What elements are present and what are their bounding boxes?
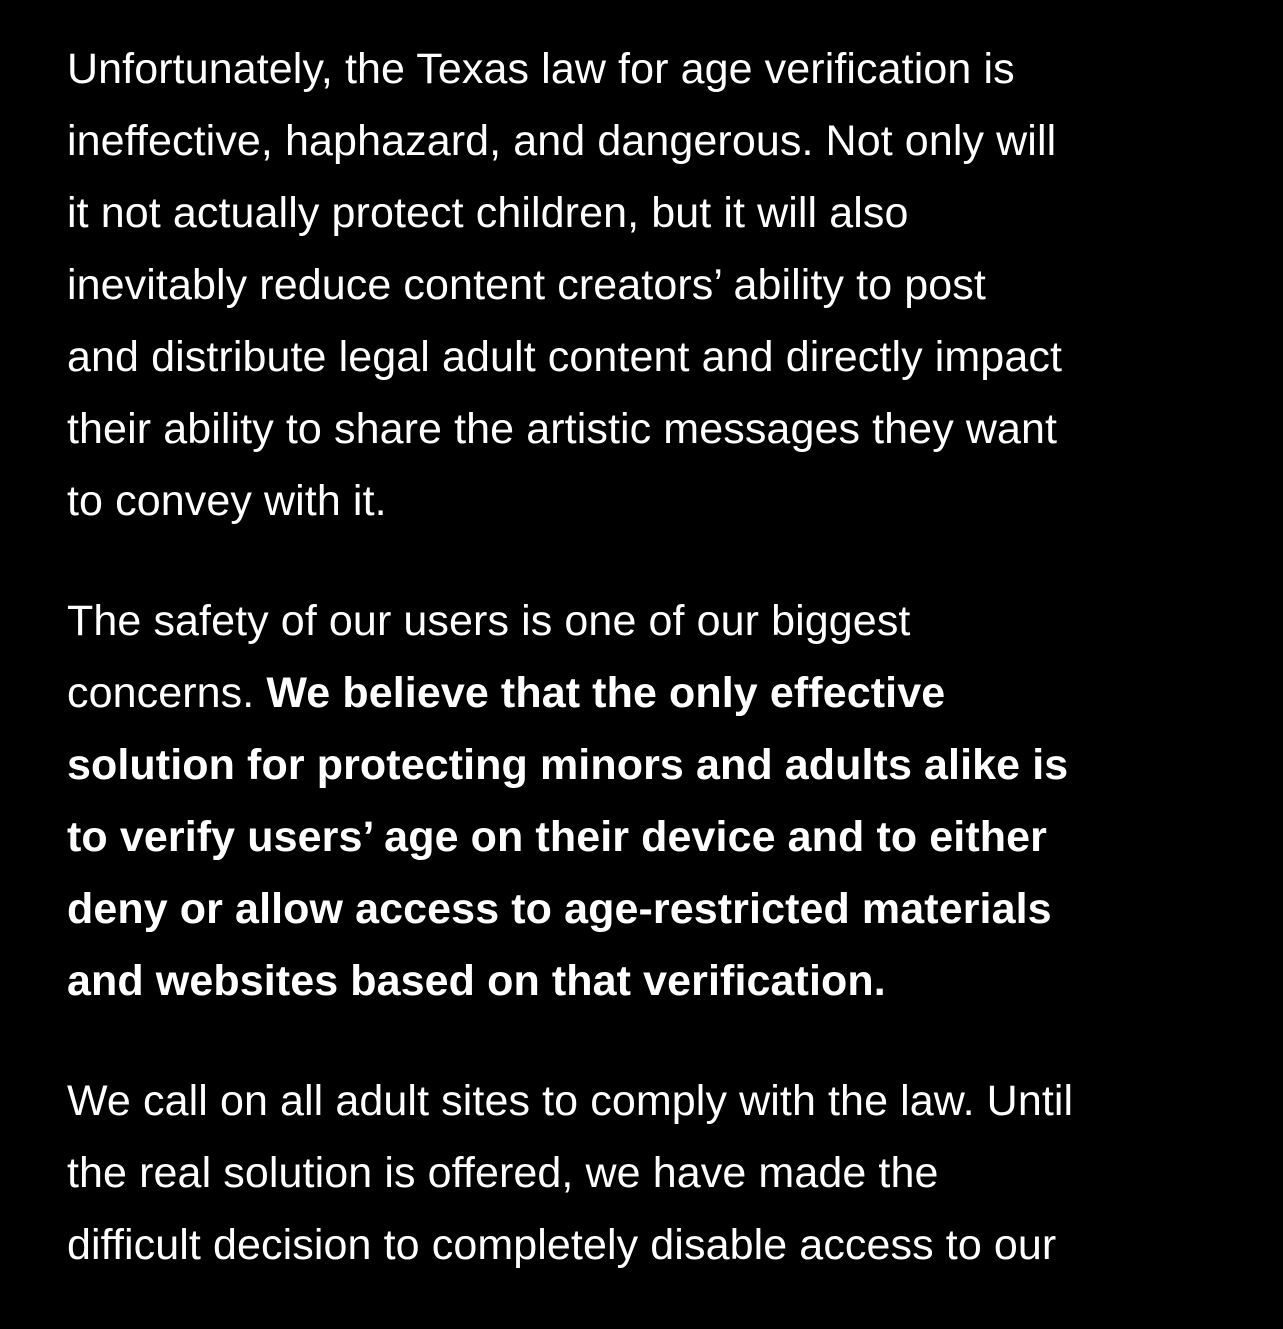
bold-text-line: [67, 801, 1257, 873]
text-run: The safety of our users is one of our biggest: [67, 597, 911, 645]
text-run: Unfortunately, the Texas law for age verification is: [67, 45, 1015, 93]
paragraph-1: [67, 33, 1257, 537]
text-run: the real solution is offered, we have made the: [67, 1149, 939, 1197]
bold-text-run: We believe that the only effective: [266, 669, 946, 717]
bold-text-line: [67, 729, 1257, 801]
statement-text: [67, 33, 1257, 1329]
text-line: [67, 1137, 1257, 1209]
bold-text-run: solution for protecting minors and adults alike is: [67, 741, 1069, 789]
text-line: [67, 1209, 1257, 1281]
text-line: [67, 585, 1257, 657]
paragraph-3: [67, 1065, 1257, 1281]
text-run: inevitably reduce content creators’ ability to post: [67, 261, 986, 309]
text-line: [67, 321, 1257, 393]
text-run: and distribute legal adult content and directly impact: [67, 333, 1062, 381]
text-run: their ability to share the artistic messages they want: [67, 405, 1058, 453]
text-run: concerns.: [67, 669, 267, 717]
bold-text-run: and websites based on that verification.: [67, 957, 886, 1005]
paragraph-2: [67, 585, 1257, 1017]
text-run: it not actually protect children, but it will also: [67, 189, 909, 237]
text-line: [67, 105, 1257, 177]
text-line: [67, 465, 1257, 537]
bold-text-line: [67, 873, 1257, 945]
text-line: [67, 33, 1257, 105]
text-run: difficult decision to completely disable access to our: [67, 1221, 1057, 1269]
bold-text-line: [67, 945, 1257, 1017]
text-run: to convey with it.: [67, 477, 387, 525]
text-line: [67, 393, 1257, 465]
bold-text-run: deny or allow access to age-restricted materials: [67, 885, 1052, 933]
text-line: [67, 249, 1257, 321]
bold-text-run: to verify users’ age on their device and to either: [67, 813, 1047, 861]
text-line: [67, 657, 1257, 729]
text-line: [67, 177, 1257, 249]
text-run: We call on all adult sites to comply with the law. Until: [67, 1077, 1074, 1125]
text-run: ineffective, haphazard, and dangerous. Not only will: [67, 117, 1057, 165]
text-line: [67, 1065, 1257, 1137]
